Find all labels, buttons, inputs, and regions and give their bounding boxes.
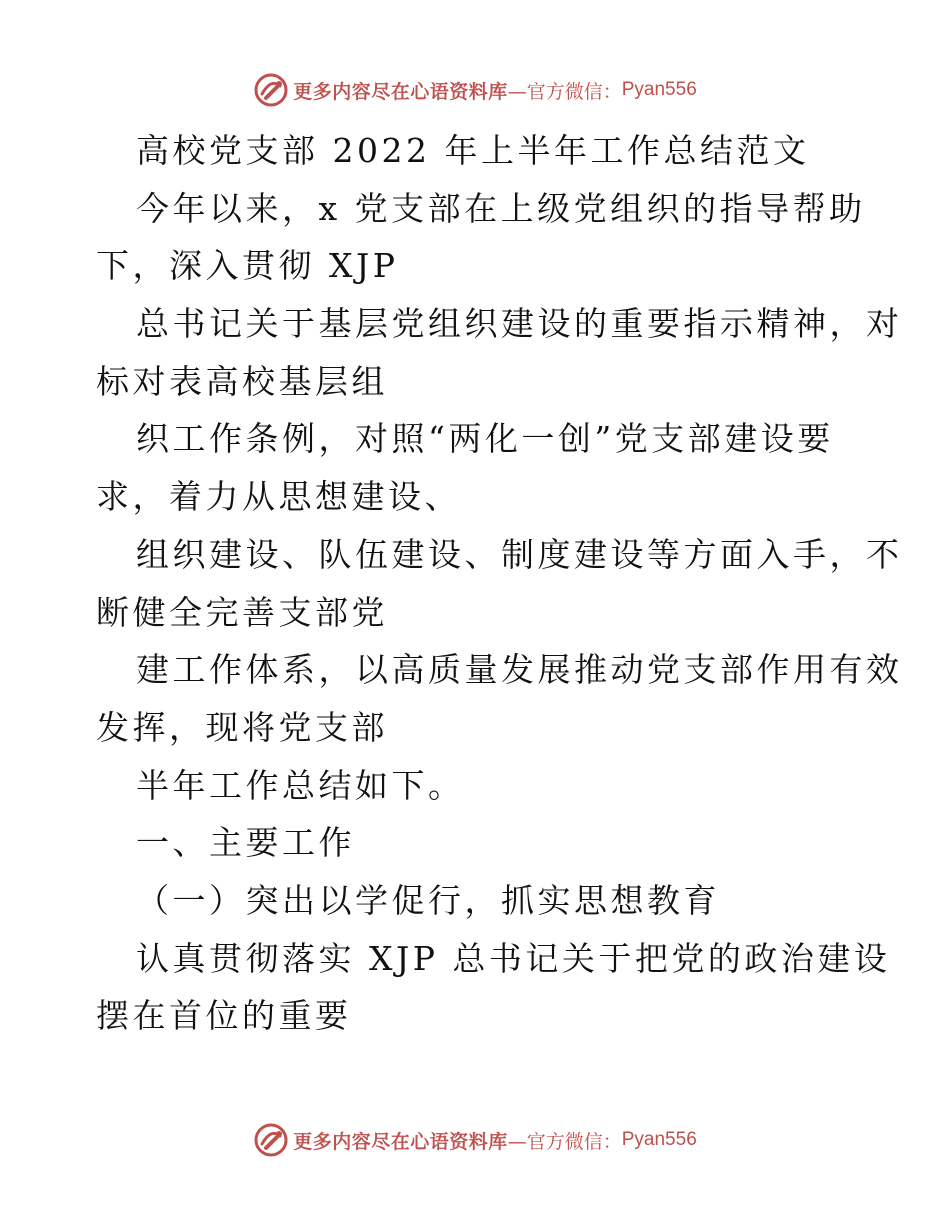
document-title: 高校党支部 2022 年上半年工作总结范文	[136, 131, 810, 170]
footer-watermark	[0, 1120, 950, 1160]
subsection-heading: （一）突出以学促行，抓实思想教育	[136, 880, 720, 920]
text-line: 总书记关于基层党组织建设的重要指示精神，对	[136, 304, 903, 344]
text-line: 摆在首位的重要	[96, 996, 352, 1036]
text-line: 织工作条例，对照“两化一创”党支部建设要	[136, 419, 834, 459]
text-line: 组织建设、队伍建设、制度建设等方面入手，不	[136, 534, 903, 574]
text-line: 求，着力从思想建设、	[96, 477, 461, 517]
watermark-account: Pyan556	[621, 1129, 697, 1150]
text-line: 今年以来，x 党支部在上级党组织的指导帮助	[136, 188, 866, 228]
watermark-separator: —官方微信：	[507, 1130, 622, 1153]
watermark-text: 更多内容尽在心语资料库	[293, 1130, 508, 1153]
watermark-text: 更多内容尽在心语资料库	[293, 80, 508, 103]
watermark-account: Pyan556	[621, 79, 697, 100]
header-watermark	[0, 70, 950, 110]
text-line: 下，深入贯彻 XJP	[96, 246, 399, 286]
watermark-separator: —官方微信：	[507, 80, 622, 103]
text-line: 半年工作总结如下。	[136, 765, 465, 805]
section-heading: 一、主要工作	[136, 823, 355, 863]
text-line: 断健全完善支部党	[96, 592, 388, 632]
document-body	[96, 122, 903, 1045]
logo-icon	[253, 1122, 289, 1158]
text-line: 建工作体系，以高质量发展推动党支部作用有效	[136, 650, 903, 690]
logo-icon	[253, 72, 289, 108]
text-line: 标对表高校基层组	[96, 361, 388, 401]
text-line: 发挥，现将党支部	[96, 707, 388, 747]
text-line: 认真贯彻落实 XJP 总书记关于把党的政治建设	[136, 938, 891, 978]
